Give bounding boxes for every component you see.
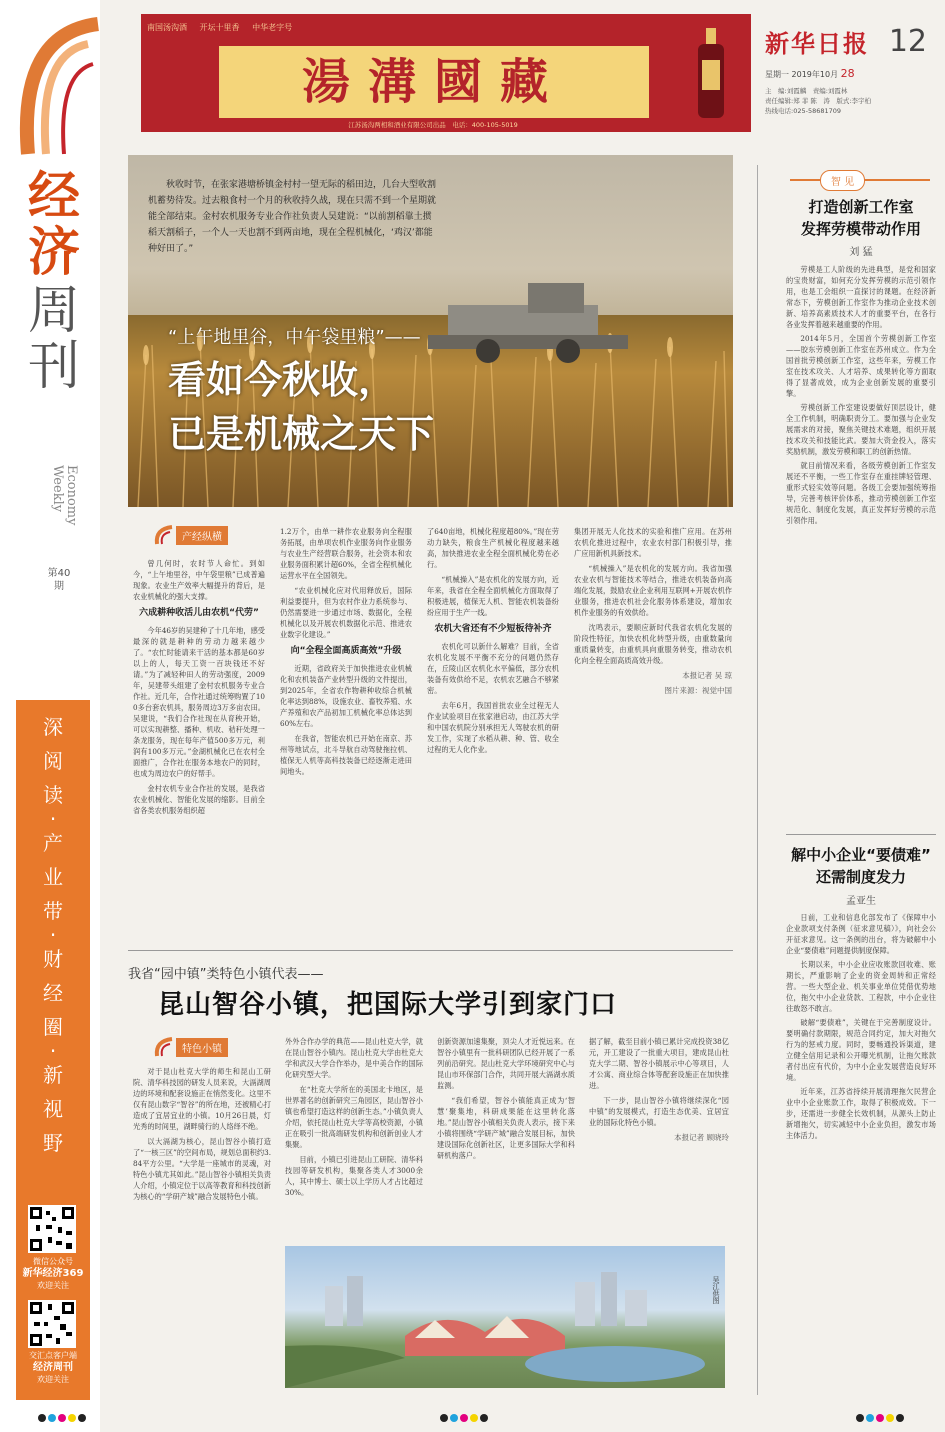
paragraph: 破解“要债难”，关键在于完善制度设计。要明确付款期限，规范合同约定，加大对拖欠行为的惩戒力度。同时，要畅通投诉渠道，建立健全信用记录和公开曝光机制，让拖欠账款者付出应有代价，为中小企业发展营造良好环境。 <box>786 1018 936 1082</box>
paragraph: 劳模创新工作室建设要做好顶层设计，健全工作机制，明确职责分工。要加强与企业发展需求的对接，聚焦关键技术难题，组织开展技术攻关和技能比武。要加大资金投入，落实奖励机制，激发劳模和职工的创新热情。 <box>786 403 936 456</box>
paragraph: 据了解，截至目前小镇已累计完成投资38亿元，开工建设了一批重大项目，建成昆山杜克大学二期、智谷小镇展示中心等项目，人才公寓、商业综合体等配套设施正在加快推进。 <box>589 1037 729 1090</box>
paragraph: 对于昆山杜克大学的师生和昆山工研院、清华科技园的研发人员来说，大滆湖周边的环境和配套设施正在悄然变化。这里不仅有昆山数字“智谷”的所在地，还被精心打造成了宜居宜业的小镇。10月26日晨，灯光秀的时间里，湖畔骑行的人络绎不绝。 <box>133 1067 271 1131</box>
slogan-char: 深 <box>43 715 63 739</box>
story2-column <box>133 1066 271 1202</box>
hero-kicker: “上午地里谷，中午袋里粮”—— <box>168 327 421 348</box>
opinion1-body <box>786 264 936 526</box>
slogan-char: · <box>49 1039 57 1063</box>
story2-column <box>437 1036 575 1161</box>
section-tag-label: 智 见 <box>820 170 865 191</box>
paragraph: 金村农机专业合作社的发展，是我省农业机械化、智能化发展的缩影。目前全省各类农机服务组织超 <box>133 784 265 815</box>
town-skyline-icon <box>285 1246 725 1388</box>
section-tag-label: 产经纵横 <box>176 526 228 545</box>
photo-credit: 吴江供图 <box>712 1276 720 1304</box>
story2-column <box>589 1036 729 1143</box>
slogan-char: · <box>49 807 57 831</box>
paragraph: 去年6月，我国首批农业全过程无人作业试验项目在张家港启动，由江苏大学和中国农机院分别承担无人驾驶农机的研发工作，实现了水稻从耕、种、管、收全过程的无人化作业。 <box>427 701 559 754</box>
paragraph: 在我省，智能农机已开始在南京、苏州等地试点，北斗导航自动驾驶拖拉机、植保无人机等高科技装备已经逐渐走进田间地头。 <box>280 734 412 776</box>
print-color-marks <box>38 1414 86 1422</box>
opinion1-author: 刘 猛 <box>849 247 873 258</box>
print-color-marks <box>440 1414 488 1422</box>
section-swirl-icon <box>152 1036 174 1058</box>
paragraph: 目前，小镇已引进昆山工研院、清华科技园等研发机构，集聚各类人才3000余人，其中博士、硕士以上学历人才占比超过30%。 <box>285 1155 423 1197</box>
paragraph: 集团开展无人化技术的实验和推广应用。在苏州农机化推进过程中，农业农村部门积极引导，推广应用新机具新技术。 <box>574 527 732 558</box>
paragraph: “机械操入”是农机化的发展方向。我省加强农业农机与智能技术等结合，推进农机装备向高端化发展，鼓励农业企业利用互联网+开展农机作业服务，推进农机社会化服务体系建设，增加农机作业服务的有效供给。 <box>574 564 732 617</box>
paragraph: 2014年5月，全国首个劳模创新工作室——胶东劳模创新工作室在苏州成立。作为全国首批劳模创新工作室，这些年来，劳模工作室在技术攻关、人才培养、成果转化等方面取得了显著成效，成为企业创新发展的重要引擎。 <box>786 334 936 398</box>
hero-title-line: 看如今秋收， <box>168 357 397 402</box>
slogan-char: 圈 <box>43 1015 63 1039</box>
paragraph: 农机化可以新什么解难？目前，全省农机化发展不平衡不充分的问题仍然存在，丘陵山区农机化水平偏低，部分农机装备有效供给不足，农机农艺融合不够紧密。 <box>427 642 559 695</box>
paragraph: 了640亩地，机械化程度超80%。”现在劳动力缺失，粮食生产机械化程度越来越高，加快推进农业全程全面机械化势在必行。 <box>427 527 559 569</box>
story2-kicker: 我省“园中镇”类特色小镇代表—— <box>128 967 324 982</box>
paragraph: 以大滆湖为核心，昆山智谷小镇打造了“一核三区”的空间布局，规划总面积约3.84平方公里。“大学是一座城市的灵魂，对特色小镇尤其如此。”昆山智谷小镇相关负责人介绍，小镇定位于以高等教育和科技创新为核心的“学研产城”融合发展特色小镇。 <box>133 1137 271 1201</box>
town-aerial-photo <box>285 1246 725 1388</box>
subheading: 六成耕种收活儿由农机“代劳” <box>139 608 259 618</box>
qr-code-icon <box>30 1207 74 1251</box>
qr1-caption <box>16 1256 90 1292</box>
banner-tagline: 开坛十里香 <box>199 23 240 32</box>
slogan-char: 阅 <box>43 749 63 773</box>
photo-credit: 图片来源：视觉中国 <box>664 686 732 695</box>
slogan-char: 新 <box>43 1063 63 1087</box>
section-swirl-icon <box>152 524 174 546</box>
masthead <box>765 24 935 116</box>
story2-headline[interactable]: 昆山智谷小镇，把国际大学引到家门口 <box>158 990 618 1020</box>
print-color-marks <box>856 1414 904 1422</box>
qr-code-icon <box>30 1302 74 1346</box>
paragraph: 1.2万个，由单一耕作农业服务向全程服务拓展，由单项农机作业服务向作业服务与农业生产经营联合服务，社会资本和农业服务面积累计超60%，全省全程机械化运营水平在全国领先。 <box>280 527 412 580</box>
section-tag-label: 特色小镇 <box>176 1038 228 1057</box>
editor-line: 责任编辑:郑 菲 陈 涛 版式:李宇柏 <box>765 97 872 105</box>
hero-title-line: 已是机械之天下 <box>168 411 435 456</box>
headline-line: 解中小企业“要债难” <box>791 846 931 864</box>
banner-title: 湯溝國藏 <box>301 54 566 110</box>
story1-column <box>574 526 732 696</box>
logo-arc-icon <box>8 14 103 164</box>
slogan-char: 业 <box>43 865 63 889</box>
opinion2-headline[interactable] <box>786 844 936 888</box>
section-tag-zhijian <box>790 170 930 190</box>
slogan-char: 产 <box>43 831 63 855</box>
slogan-char: 读 <box>43 783 63 807</box>
paragraph: 近期，省政府关于加快推进农业机械化和农机装备产业转型升级的文件提出，到2025年，全省农作物耕种收综合机械化率达到88%，设施农业、畜牧养殖、水产养殖和农产品初加工机械化率总体达到60%左右。 <box>280 664 412 728</box>
banner-plate <box>219 46 649 118</box>
paragraph: “农业机械化应对代用释放后，国际利益要提升，但为农村作业力系统参与、仍然需要进一步通过市场、数据化，全程机械化以及开展农机数据化示范、推进农业数字化建设。” <box>280 586 412 639</box>
story1-column <box>427 526 559 755</box>
qr-caption-name: 新华经济369 <box>22 1268 84 1279</box>
section-tag <box>152 524 228 546</box>
wechat-qr-code[interactable] <box>28 1205 76 1253</box>
opinion2-author: 孟亚生 <box>846 896 876 907</box>
hero-intro: 秋收时节，在张家港塘桥镇金村村一望无际的稻田边，几台大型收割机蓄势待发。过去粮食村一个月的秋收持久战，现在只需不到一个星期就能全部结束。金村农机服务专业合作社负责人吴建说：“以前割稻靠土掼稻天割稻子，一个人一天也割不到两亩地，现在全程机械化，‘鸡汉’都能种好田了。” <box>148 180 437 254</box>
editor-line: 主 编:刘霞麟 责编:刘霞林 <box>765 87 848 95</box>
page-number: 12 <box>888 24 927 59</box>
liquor-bottle-icon <box>693 26 729 122</box>
section-title-en: Economy Weekly <box>50 465 79 526</box>
paragraph: 曾几何时，农时节人命忙。到如今，“上午地里谷，中午袋里粮”已成普遍现象。农业生产效率大幅提升的背后，是农业机械化的强大支撑。 <box>133 559 265 601</box>
sidebar <box>0 0 100 1432</box>
slogan-char: · <box>49 923 57 947</box>
opinion1-headline[interactable] <box>786 196 936 240</box>
app-qr-code[interactable] <box>28 1300 76 1348</box>
byline: 本报记者 吴 琼 <box>682 671 732 680</box>
banner-tagline: 南国汤沟酒 <box>147 23 187 32</box>
issue-number: 第40期 <box>47 568 71 592</box>
paragraph: 日前，工业和信息化部发布了《保障中小企业款项支付条例（征求意见稿）》，向社会公开征求意见。这一条例的出台，将为破解中小企业“要债难”问题提供制度保障。 <box>786 913 936 955</box>
column-divider <box>757 165 758 1395</box>
paragraph: 就目前情况来看，各级劳模创新工作室发展还不平衡，一些工作室存在重挂牌轻管理、重形式轻实效等问题。各级工会要加强统筹指导，完善考核评价体系，推动劳模创新工作室规范化、制度化发展，真正发挥好劳模的示范引领作用。 <box>786 461 936 525</box>
combine-harvester-icon <box>428 275 628 365</box>
newspaper-name: 新华日报 <box>765 29 869 58</box>
qr2-caption <box>16 1350 90 1386</box>
opinion-divider <box>786 834 936 835</box>
banner-taglines <box>147 22 302 33</box>
slogan-char: 财 <box>43 947 63 971</box>
paragraph: 创新资源加速集聚，顶尖人才近悦远来。在智谷小镇里有一批科研团队已经开展了一系列前沿研究。昆山杜克大学环境研究中心与昆山市环保部门合作，共同开展大滆湖水质监测。 <box>437 1037 575 1090</box>
byline: 本报记者 顾晓玲 <box>674 1133 729 1142</box>
issue-date <box>765 67 935 80</box>
story2-column <box>285 1036 423 1198</box>
paragraph: 今年46岁的吴建种了十几年地，感受最深的就是耕种的劳动力越来越少了。“农忙时能请来干活的基本都是60岁以上的人，每天工资一百块钱还不好请。”为了减轻种田人的劳动强度，2009年，吴建带头组建了金村农机服务专业合作社。近几年，合作社通过统筹购置了100多台套农机具，服务周边3万多亩农田。吴建说，“我们合作社现在从育秧开始，可以实现耕整、播种、机收、秸秆处理一条龙服务，现在每年产值500多万元，利润有100多万元。”金湖机械化已在农村全面推广，合作社在服务本地农户的同时，也成为周边农户的好帮手。 <box>133 626 265 778</box>
paragraph: “我们希望，智谷小镇能真正成为‘智慧’聚集地，科研成果能在这里转化落地。”昆山智谷小镇相关负责人表示，接下来小镇将围绕“学研产城”融合发展目标，加快建设国际化创新社区，让更多国际大学和科研机构落户。 <box>437 1096 575 1160</box>
headline-line: 还需制度发力 <box>815 868 906 886</box>
slogan-char: 经 <box>43 981 63 1005</box>
section-title-char: 济 <box>27 223 80 283</box>
editors-credits <box>765 86 935 116</box>
headline-line: 打造创新工作室 <box>808 198 914 216</box>
paragraph: 近年来，江苏省持续开展清理拖欠民营企业中小企业账款工作，取得了积极成效。下一步，还需进一步健全长效机制，从源头上防止新增拖欠，切实减轻中小企业负担，激发市场主体活力。 <box>786 1087 936 1140</box>
subheading: 农机大省还有不少短板待补齐 <box>434 624 552 634</box>
paragraph: 在“杜克大学所在的美国北卡地区，是世界著名的创新研究三角园区，昆山智谷小镇也希望打造这样的创新生态。”小镇负责人介绍，依托昆山杜克大学等高校资源，小镇正在吸引一批高端研发机构和创新创业人才集聚。 <box>285 1085 423 1149</box>
slogan-char: 带 <box>43 899 63 923</box>
date-day: 28 <box>840 67 855 80</box>
paragraph: 长期以来，中小企业应收账款回收难、账期长，严重影响了企业的资金周转和正常经营。一些大型企业、机关事业单位凭借优势地位，拖欠中小企业货款、工程款，中小企业往往敢怒不敢言。 <box>786 960 936 1013</box>
paragraph: 外外合作办学的典范——昆山杜克大学，就在昆山智谷小镇内。昆山杜克大学由杜克大学和武汉大学合作举办，是中美合作的国际化研究型大学。 <box>285 1037 423 1079</box>
opinion2-body <box>786 912 936 1141</box>
qr-caption-line: 交汇点客户端 <box>29 1351 77 1360</box>
section-tag <box>152 1036 228 1058</box>
hero-feature[interactable] <box>128 155 733 507</box>
story-divider <box>128 950 733 951</box>
paragraph: “机械操入”是农机化的发展方向，近年来，我省在全程全面机械化方面取得了积极进展，植保无人机、智能农机装备纷纷应用于生产一线。 <box>427 575 559 617</box>
section-title-char: 经 <box>27 167 80 227</box>
paragraph: 下一步，昆山智谷小镇将继续深化“园中镇”的发展模式，打造生态优美、宜居宜业的国际化特色小镇。 <box>589 1096 729 1127</box>
story1-column <box>133 558 265 816</box>
paragraph: 沈鸣表示，要顺应新时代我省农机化发展的阶段性特征，加快农机化转型升级，由重数量向重质量转变，由重机具向重服务转变，推动农机化向全程全面高质高效升级。 <box>574 623 732 665</box>
banner-tagline: 中华老字号 <box>252 23 293 32</box>
paragraph: 劳模是工人阶级的先进典型，是党和国家的宝贵财富，如何充分发挥劳模的示范引领作用，也是工会组织一直探讨的课题。在经济新常态下，劳模创新工作室作为推动企业技术创新、培养高素质技术人才的重要平台，在各行各业发挥着越来越重要的作用。 <box>786 265 936 329</box>
subheading: 向“全程全面高质高效”升级 <box>290 646 402 656</box>
slogan-char: 视 <box>43 1097 63 1121</box>
sidebar-slogan <box>16 710 90 1160</box>
qr-caption-line: 微信公众号 <box>33 1257 73 1266</box>
section-title-char: 刊 <box>27 337 80 397</box>
qr-caption-line: 欢迎关注 <box>37 1281 69 1290</box>
editor-line: 热线电话:025-58681709 <box>765 107 842 115</box>
qr-caption-line: 欢迎关注 <box>37 1375 69 1384</box>
advertisement-banner[interactable] <box>141 14 751 132</box>
qr-caption-name: 经济周刊 <box>33 1362 73 1373</box>
section-title-char: 周 <box>27 281 80 341</box>
story1-column <box>280 526 412 777</box>
date-prefix: 星期一 2019年10月 <box>765 70 839 79</box>
slogan-char: 野 <box>43 1131 63 1155</box>
headline-line: 发挥劳模带动作用 <box>800 220 921 238</box>
banner-footer: 江苏汤沟两相和酒业有限公司出品 电话：400-105-5019 <box>348 121 518 129</box>
